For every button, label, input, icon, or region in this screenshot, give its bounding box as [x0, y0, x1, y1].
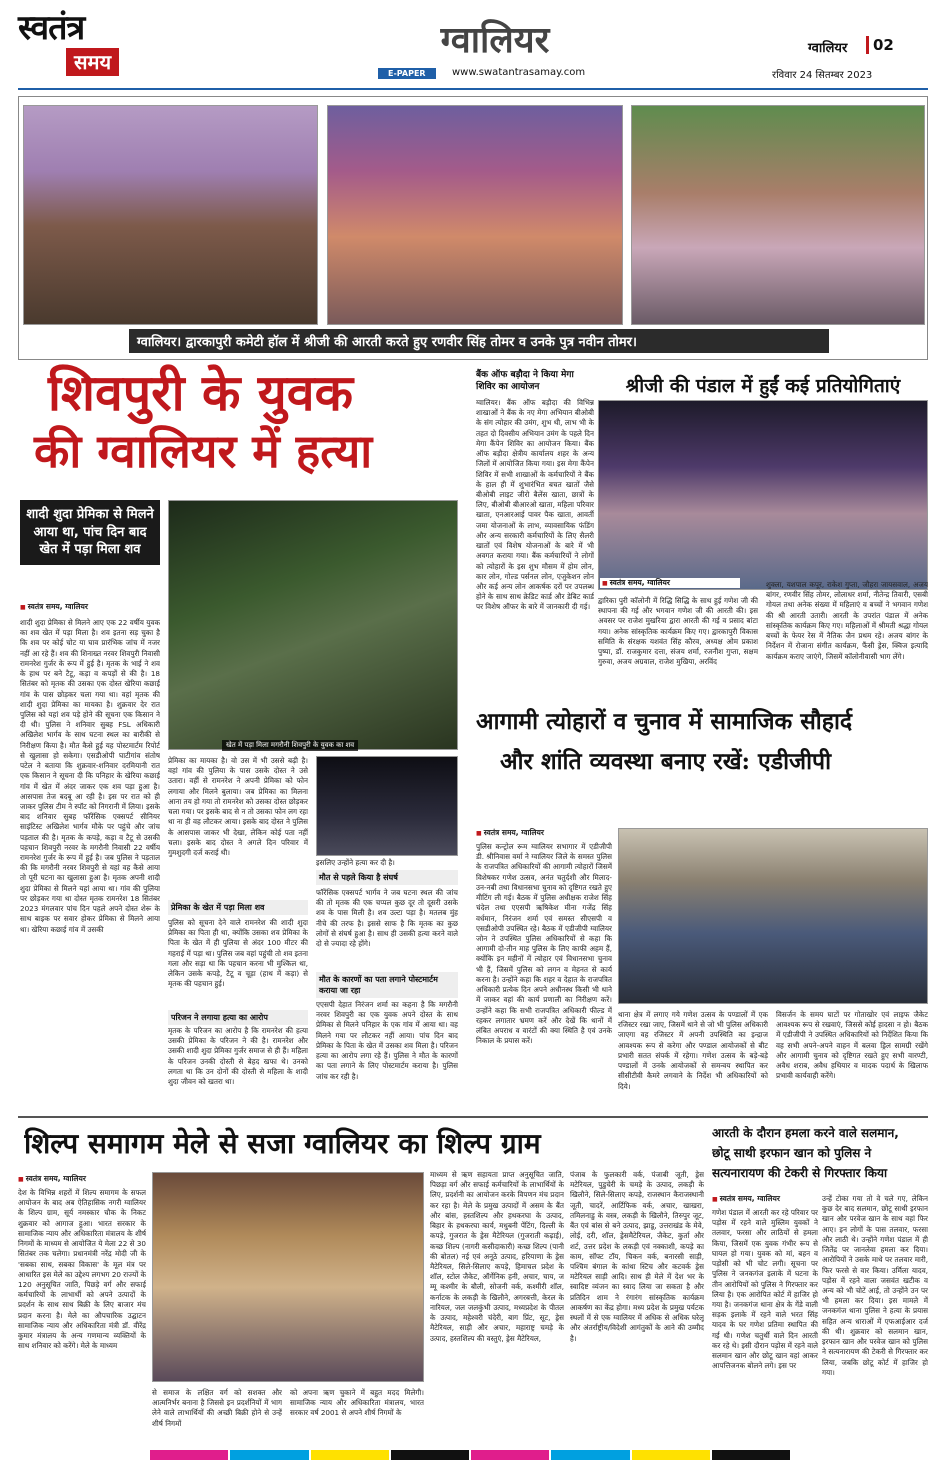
adgp-body-col2: थाना क्षेत्र में लगाए गये गणेश उत्सव के पण्डालों में एक रजिस्टर रखा जाए, जिसमें थाने से जो भी पुलिस अधिकारी जाएगा वह रजिस्टर में अपनी उपस्थिति का इन्द्राज आवश्यक रूप से करेगा और पण्डाल आयोजकों से बीट प्रभारी सतत संपर्क में रहेगा। गणेश उत्सव के बड़े-बड़े पण्डालों में उनके आयोजकों से समन्वय स्थापित कर सीसीटीवी कैमरे लगवाने के निर्देश भी अधिकारियों को दिये। [618, 1010, 768, 1091]
date: रविवार 24 सितम्बर 2023 [772, 70, 873, 81]
register-mark-icon [150, 1450, 228, 1460]
murder-sub-death: मौत से पहले किया है संघर्ष [316, 870, 458, 885]
craft-byline: ■ स्वतंत्र समय, ग्वालियर [18, 1174, 146, 1184]
adgp-photo [618, 828, 928, 1004]
register-mark-icon [632, 1450, 710, 1460]
murder-body-col3b: एएसपी देहात निरंजन शर्मा का कहना है कि मगरौनी नरवर शिवपुरी का एक युवक अपने दोस्त के साथ प्रेमिका से मिलने पनिहार के एक गांव में आया था। वह मिलने गया पर लौटकर नहीं आया। पांच दिन बाद प्रेमिका के पिता के खेत में उसका शव मिला है। परिजन हत्या का आरोप लगा रहे हैं। पुलिस ने मौत के कारणों का पता लगाने के लिए पोस्टमार्टम कराया है। पुलिस जांच कर रही है। [316, 1000, 458, 1081]
murder-byline: ■ स्वतंत्र समय, ग्वालियर [20, 602, 160, 612]
arrest-byline: ■ स्वतंत्र समय, ग्वालियर [712, 1194, 818, 1204]
murder-body-col2b: पुलिस को सूचना देने वाले रामनरेश की शादी शुदा प्रेमिका का पिता ही था, क्योंकि उसका शव प्रेमिका के पिता के खेत में ही पुलिया से अंदर 100 मीटर की गहराई में पड़ा था। पुलिस जब वहां पहुंची तो शव इतना गला और सड़ा था कि पहचान करना भी मुश्किल था, लेकिन उसके कपड़े, टैटू व चूड़ा (हाथ में कड़ा) से मृतक की पहचान हुई। [168, 918, 308, 989]
murder-small-photo-caption: इसलिए उन्होंने हत्या कर दी है। [316, 858, 395, 867]
banner-photo-1 [23, 105, 318, 325]
top-banner [18, 96, 928, 360]
arrest-body-col1: गणेश पंडाल में आरती कर रहे परिवार पर पड़ोस में रहने वाले मुस्लिम युवकों ने तलवार, फरसा और लाठियों से हमला किया, जिसमें एक युवक गंभीर रूप से घायल हो गया। युवक को मां, बहन व पड़ोसी को भी चोट लगी। सूचना पर पुलिस ने जनकगंज इलाके में घटना के तीन आरोपियों को पुलिस ने गिरफ्तार कर लिया है। एक आरोपित कोर्ट में हाजिर हो गया है। जनकगंज थाना क्षेत्र के गेंडे वाली सड़क इलाके में रहने वाले भरत सिंह यादव के घर गणेश प्रतिमा स्थापित की गई थी। गणेश चतुर्थी वाले दिन आरती कर रहे थे। इसी दौरान पड़ोस में रहने वाले सलमान खान और छोटू खान वहां आकर आपत्तिजनक बोलने लगे। इस पर [712, 1208, 818, 1371]
section-title: ग्वालियर [440, 19, 550, 61]
murder-headline-line1: शिवपुरी के युवक [48, 363, 353, 422]
section-divider [18, 1116, 928, 1118]
epaper-label: E-PAPER [378, 68, 436, 79]
murder-body-col1: शादी शुदा प्रेमिका से मिलने आए एक 22 वर्षीय युवक का शव खेत में पड़ा मिला है। शव इतना सड़ चुका है कि शव पर कोई चोट या घाव प्रारंभिक जांच में नजर नहीं आ रहे हैं। शव की शिनाख्त नरवर शिवपुरी निवासी रामनरेश गुर्जर के रूप में हुई है। मृतक के भाई ने शव के हाथ पर बने टैटू, कड़ा व कपड़ों से की है। 18 सितंबर को मृतक की उसका एक दोस्त खेरिया कछाई गांव के पास छोड़कर चला गया था। वहां मृतक की शादी शुदा प्रेमिका का मायका है। शुक्रवार देर रात पुलिस को यहां शव पड़े होने की सूचना एक किसान ने दी थी। पुलिस ने शनिवार सुबह FSL अधिकारी अखिलेश भार्गव के साथ घटना स्थल का बारीकी से निरीक्षण किया है। मौत कैसे हुई यह पोस्टमार्टम रिपोर्ट से खुलासा हो सकेगा। एसडीओपी घाटीगांव संतोष पटेल ने बताया कि शुक्रवार-शनिवार दरमियानी रात एक किसान ने सूचना दी कि पनिहार के खेरिया कछाई गांव में खेत में अंदर जाकर एक शव पड़ा हुआ है। आसपास तेज बदबू आ रही है। इस पर रात को ही जाकर पुलिस टीम ने स्पॉट को निगरानी में लिया। इसके बाद शनिवार सुबह फॉरेंसिक एक्सपर्ट सीनियर साइंटिस्ट अखिलेश भार्गव मौके पर पहुंचे और जांच पड़ताल की है। मृतक के कपड़े, कड़ा व टैटू से उसकी पहचान शिवपुरी नरवर के मगरौनी निवासी 22 वर्षीय रामनरेश गुर्जर के रूप में हुई है। जब पुलिस ने पड़ताल की कि मगरौनी नरवर शिवपुरी से यहां वह कैसे आया तो पूरी घटना का खुलासा हुआ है। मृतक अपनी शादी शुदा प्रेमिका से मिलने यहां आया था। गांव की पुलिया पर छोड़कर गया था दोस्त मृतक रामनरेश 18 सितंबर 2023 मंगलवार पांच दिन पहले अपने दोस्त शेरू के साथ बाइक पर सवार होकर प्रेमिका से मिलने आया था। खेरिया कछाई गांव में उसकी [20, 618, 160, 934]
craft-body-col2: से समाज के लक्षित वर्ग को सशक्त और आत्मनिर्भर बनाना है जिससे इन प्रदर्शनियों में भाग लेने वाले लाभार्थियों की अच्छी बिक्री होने से उन्हें शीर्ष निगमों [152, 1388, 282, 1428]
murder-photo-caption: खेत में पड़ा मिला मगरौनी शिवपुरी के युवक का शव [222, 740, 358, 751]
competition-body-right: शुक्ला, यशपाल कपूर, राकेश गुप्ता, जौहरा जायसवाल, अजय बांगर, रणवीर सिंह तोमर, लोलाधर शर्मा, नीतेन्द्र तिवारी, एसबी गोयल तथा अनेक संख्या में महिलाएं व बच्चों ने भगवान गणेश की श्री आरती उतारी। आरती के उपरांत पंडाल में अनेक सांस्कृतिक कार्यक्रम किए गए। महिलाओं में श्रीमती श्रद्धा गोयल बच्चों के फेयर रेस में नैतिक जैन प्रथम रहे। अजय बांगर के निर्देशन में रोजाना संगीत कार्यक्रम, फैंसी ड्रेस, क्विज इत्यादि कार्यक्रम कराए जाएंगे, जिसमें कॉलोनीवासी भाग लेंगे। [766, 580, 928, 661]
competition-headline: श्रीजी की पंडाल में हुईं कई प्रतियोगिताएं [625, 375, 901, 397]
craft-body-col5: पंजाब के फुलकारी वर्क, पंजाबी जूती, ड्रेस मटेरियल, पुडुचेरी के चमड़े के उत्पाद, लकड़ी के खिलौने, सिले-सिलाए कपड़े, राजस्थान कैराजस्थानी जूती, चादरें, आर्टिफिक वर्क, अचार, खाखरा, तमिलनाडु के वस्त्र, लकड़ी के खिलौने, तिरुपुर जूट, बैंत एवं बांस से बने उत्पाद, झाडू, उत्तराखंड के मेवे, लोई, दरी, शॉल, ड्रेसमैटेरियल, जैकेट, कुर्ता और शर्ट, उत्तर प्रदेश के लकड़ी एवं नक्काशी, कपड़े का काम, सॉफ्ट टॉय, चिकन वर्क, बनारसी साड़ी, पश्चिम बंगाल के कांथा स्टिच और कटवर्क ड्रेस मटेरियल साड़ी आदि। साथ ही मेले में देश भर के स्वादिष्ट व्यंजन का स्वाद लिया जा सकता है और प्रतिदिन शाम ने रंगारंग सांस्कृतिक कार्यक्रम आकर्षण का केंद्र होगा। मध्य प्रदेश के प्रमुख पर्यटक स्थलों में से एक ग्वालियर में अधिक से अधिक घरेलू और अंतर्राष्ट्रीय/विदेशी आगंतुकों के आने की उम्मीद है। [570, 1170, 704, 1343]
arrest-headline-line1: आरती के दौरान हमला करने वाले सलमान, [712, 1126, 899, 1140]
banner-caption: ग्वालियर। द्वारकापुरी कमेटी हॉल में श्रीजी की आरती करते हुए रणवीर सिंह तोमर व उनके पुत्र नवीन तोमर। [129, 329, 829, 353]
footer-register-bar [150, 1450, 790, 1460]
competition-photo [598, 400, 928, 590]
logo-line2: समय [66, 48, 119, 76]
murder-main-photo [168, 500, 458, 750]
adgp-headline-line2: और शांति व्यवस्था बनाए रखें: एडीजीपी [500, 748, 832, 775]
logo-line1: स्वतंत्र [18, 8, 85, 48]
murder-deck: शादी शुदा प्रेमिका से मिलने आया था, पांच दिन बाद खेत में पड़ा मिला शव [20, 500, 160, 565]
banner-photo-2 [327, 105, 623, 325]
craft-body-col4: माध्यम से ऋण सहायता प्राप्त अनुसूचित जाति, पिछड़ा वर्ग और सफाई कर्मचारियों के लाभार्थियों के लिए, प्रदर्शनी का आयोजन करके विपणन मंच प्रदान कर रहा है। मेले के प्रमुख उत्पादों में असम के बैंत और बांस, हस्तशिल्प और हथकरघा के उत्पाद, बिहार के हथकरघा कार्य, मधुबनी पेंटिंग, दिल्ली के कपड़े, गुजरात के ड्रेस मैटेरियल (गुजराती कढ़ाई), कच्छ शिल्प (नागरी कसीदाकारी) कच्छ शिल्प (पानी की बोतल) नई एवं अनूठे उत्पाद, हरियाणा के ड्रेस मैटेरियल, सिले-सिलाए कपड़े, हिमाचल प्रदेश के शॉल, स्टोल जैकेट, ऑर्गेनिक हनी, अचार, चाय, ज म्मू कश्मीर के बौली, सोजनी वर्क, कश्मीरी शॉल, कर्नाटक के लकड़ी के खिलौने, अगरबत्ती, केरल के नारियल, जल जलकुंभी उत्पाद, मध्यप्रदेश के पीतल के उत्पाद, महेश्वरी चंदेरी, बाग प्रिंट, सूट, ड्रेस मैटेरियल, साड़ी और अचार, महाराष्ट्र चमड़े के उत्पाद, हस्तशिल्प की वस्तुएं, ड्रेस मैटेरियल, [430, 1170, 564, 1343]
murder-sub-postmortem: मौत के कारणों का पता लगाने पोस्टमार्टम कराया जा रहा [316, 972, 458, 998]
adgp-byline: ■ स्वतंत्र समय, ग्वालियर [476, 828, 616, 838]
adgp-headline-line1: आगामी त्योहारों व चुनाव में सामाजिक सौहार्द [476, 708, 853, 735]
adgp-body-col1: पुलिस कन्ट्रोल रूम ग्वालियर सभागार में एडीजीपी डी. श्रीनिवास वर्मा ने ग्वालियर जिले के समस्त पुलिस के राजपत्रित अधिकारियों की आगामी त्योहारों जिसमें विशेषकर गणेश उत्सव, अनंत चतुर्दशी और मिलाद-उन-नबी तथा विधानसभा चुनाव को दृष्टिगत रखते हुए मीटिंग ली गई। बैठक में पुलिस अधीक्षक राजेश सिंह चंदेल तथा एएसपी ऋषिकेश मीना गजेंद्र सिंह वर्धमान, निरंजन शर्मा एवं समस्त सीएसपी व एसडीओपी उपस्थित रहे। बैठक में एडीजीपी ग्वालियर जोन ने उपस्थित पुलिस अधिकारियों से कहा कि आगामी दो-तीन माह पुलिस के लिए काफी अहम हैं, क्योंकि इन महीनों में त्योहार एवं विधानसभा चुनाव भी हैं, जिसमें पुलिस को लगन व मेहनत से कार्य करना है। उन्होंने कहा कि शहर व देहात के राजपत्रित अधिकारी प्रत्येक दिन अपने अधीनस्थ किसी भी थाने में जाकर वहां की कार्य प्रणाली का निरीक्षण करें। उन्होंने कहा कि सभी राजपत्रित अधिकारी फील्ड में रहकर लगातार भ्रमण करें और देखें कि थानों में लंबित अपराध व वारंटों की क्या स्थिति है एवं उनके निकाल के प्रयास करें। [476, 842, 612, 1046]
craft-headline: शिल्प समागम मेले से सजा ग्वालियर का शिल्प ग्राम [24, 1127, 541, 1160]
murder-sub-family: परिजन ने लगाया हत्या का आरोप [168, 1010, 308, 1025]
masthead [0, 0, 945, 90]
banner-photo-3 [631, 105, 925, 325]
competition-body-left: द्वारिका पुरी कॉलोनी में रिद्धि सिद्धि के साथ हुई गणेश जी की स्थापना की गई और भगवान गणेश जी की आरती की। इस अवसर पर राजेश मुखरिया द्वारा आरती की गई व प्रसाद बांटा गया। अनेक सांस्कृतिक कार्यक्रम किए गए। द्वारकापुरी विकास समिति के संरक्षक यशवंत सिंह कौरव, अध्यक्ष ओम प्रकाश पुष्पा, डॉ. राजकुमार दत्ता, संजय शर्मा, रजनीश गुप्ता, सक्षम गुरुवा, अजय अग्रवाल, राजेश मुखिया, अरविंद [598, 596, 758, 667]
murder-headline-line2: की ग्वालियर में हत्या [34, 424, 373, 478]
edition-label: ग्वालियर [808, 41, 848, 56]
bank-headline: बैंक ऑफ बड़ौदा ने किया मेगा शिविर का आयोजन [476, 370, 574, 392]
craft-photo [152, 1172, 424, 1382]
arrest-body-col2: उन्हें टोका गया तो वे चले गए, लेकिन कुछ देर बाद सलमान, छोटू साथी इरफान खान और परवेज खान के साथ वहां फिर आए। इन लोगों के पास तलवार, फरसा और लाठी थे। उन्होंने गणेश पंडाल में ही जितेंद्र पर जानलेवा हमला कर दिया। आरोपियों ने उसके माथे पर तलवार मारी, फिर फरसे से वार किया। उर्मिला यादव, पड़ोस में रहने वाला जसवंत खटीक व अन्य को भी चोटें आई, तो उन्होंने उन पर भी हमला कर दिया। इस मामले में जनकगंज थाना पुलिस ने हत्या के प्रयास सहित अन्य धाराओं में एफआईआर दर्ज की थी। शुक्रवार को सलमान खान, इरफान खान और परवेज खान को पुलिस ने सत्यनारायण की टेकरी से गिरफ्तार कर लिया, जबकि छोटू कोर्ट में हाजिर हो गया। [822, 1194, 928, 1377]
adgp-body-col3: विसर्जन के समय घाटों पर गोताखोर एवं लाइफ जैकेट आवश्यक रूप से रखवाएं, जिससे कोई हादसा न हो। बैठक में एडीजीपी ने उपस्थित अधिकारियों को निर्देशित किया कि वह सभी अपने-अपने वाहन में बलवा ड्रिल सामग्री रखेंगे और आगामी चुनाव को दृष्टिगत रखते हुए सभी वारण्टी, अवैध शराब, अवैध हथियार व मादक पदार्थ के खिलाफ प्रभावी कार्यवाही करेंगे। [776, 1010, 928, 1081]
craft-body-col1: देश के विभिन्न शहरों में शिल्प समागम के सफल आयोजन के बाद अब ऐतिहासिक नगरी ग्वालियर के शिल्प ग्राम, सूर्य नमस्कार चौक के निकट शुक्रवार को आगाज हुआ। भारत सरकार के सामाजिक न्याय और अधिकारिता मंत्रालय के शीर्ष निगमों के माध्यम से आयोजित ये मेला 22 से 30 सितंबर तक चलेगा। प्रधानमंत्री नरेंद्र मोदी जी के 'सबका साथ, सबका विकास' के मूल मंत्र पर आधारित इस मेले का उद्देश्य लगभग 20 राज्यों के 120 अनुसूचित जाति, पिछड़े वर्ग और सफाई कर्मचारियों के लाभार्थी को अपने उत्पादों के प्रदर्शन के साथ साथ बिक्री के लिए बाजार मंच प्रदान करना है। मेले का औपचारिक उद्घाटन सामाजिक न्याय और अधिकारिता मंत्री डॉ. वीरेंद्र कुमार मंत्रालय के अन्य गणमान्य व्यक्तियों के साथ शनिवार को करेंगे। मेले के माध्यम [18, 1188, 146, 1351]
craft-body-col3: को अपना ऋण चुकाने में बहुत मदद मिलेगी। सामाजिक न्याय और अधिकारिता मंत्रालय, भारत सरकार वर्ष 2001 से अपने शीर्ष निगमों के [290, 1388, 424, 1418]
page-number: 02 [866, 36, 894, 54]
register-mark-icon [311, 1450, 389, 1460]
register-mark-icon [230, 1450, 308, 1460]
masthead-divider [18, 88, 928, 90]
register-mark-icon [551, 1450, 629, 1460]
register-mark-icon [712, 1450, 790, 1460]
website[interactable]: www.swatantrasamay.com [452, 67, 586, 78]
murder-sub-field: प्रेमिका के खेत में पड़ा मिला शव [168, 900, 308, 915]
register-mark-icon [471, 1450, 549, 1460]
competition-byline: ■ स्वतंत्र समय, ग्वालियर [600, 578, 740, 588]
murder-body-col2a: प्रेमिका का मायका है। वो उस में भी उससे बढ़ी है। वहां गांव की पुलिया के पास उसके दोस्त ने उसे उतारा। वहीं से रामनरेश ने अपनी प्रेमिका को फोन लगाया और मिलने बुलाया। जब प्रेमिका का मिलना आना तय हो गया तो रामनरेश को उसका दोस्त छोड़कर चला गया। पर इसके बाद से न तो उसका फोन लग रहा था ना ही वह लौटकर आया। इसके बाद दोस्त ने पुलिस के आसपास जाकर भी देखा, लेकिन कोई पता नहीं चला। इसके बाद दोस्त ने अगले दिन परिवार में गुमशुदगी दर्ज कराई थी। [168, 756, 308, 857]
arrest-headline-line3: सत्यनारायण की टेकरी से गिरफ्तार किया [712, 1166, 888, 1180]
arrest-headline-line2: छोटू साथी इरफान खान को पुलिस ने [712, 1146, 872, 1160]
murder-body-col3a: फॉरेंसिक एक्सपर्ट भार्गव ने जब घटना स्थल की जांच की तो मृतक की एक चप्पल कुछ दूर तो दूसरी उसके शव के पास मिली है। शव उल्टा पड़ा है। मतलब मुंह नीचे की तरफ है। इससे साफ है कि मृतक का कुछ लोगों से संघर्ष हुआ है। साथ ही उसकी हत्या करने वाले दो से ज्यादा रहे होंगे। [316, 888, 458, 949]
register-mark-icon [391, 1450, 469, 1460]
bank-body: ग्वालियर। बैंक ऑफ बड़ौदा की विभिन्न शाखाओं ने बैंक के नए मेगा अभियान बीओबी के संग त्योहार की उमंग, शुभ थी, लाभ भी के तहत दो दिवसीय अभियान उमंग के पहले दिन मेगा कैंपेन शिविर का आयोजन किया। बैंक ऑफ बड़ौदा क्षेत्रीय कार्यालय शहर के अन्य जिलों में आयोजित किया गया। इस मेगा कैंपेन शिविर में सभी शाखाओं के कर्मचारियों ने बैंक के हाल ही में शुभारंभित बचत खातों जैसे बीओबी लाइट जीरो बैलेंस खाता, छात्रों के लिए, बीओबी बीआरओ खाता, महिला परिवार खाता, एनआरआई पावर पैक खाता, आवर्ती जमा योजनाओं के लाभ, व्यावसायिक फंडिंग और अन्य सरकारी कर्मचारियों के लिए सैलरी खातों एवं विशेष योजनाओं के बारे में भी अवगत कराया गया। बैंक कर्मचारियों ने लोगों को त्योहारों के इस शुभ मौसम में होम लोन, कार लोन, गोल्ड पर्सनल लोन, एजुकेशन लोन और कई अन्य लोन आकर्षक दरों पर उपलब्ध होने के साथ साथ क्रेडिट कार्ड और डेबिट कार्ड पर विशेष ऑफर के बारे में जानकारी दी गई। [476, 398, 594, 612]
logo [18, 8, 138, 82]
murder-body-col2c: मृतक के परिजन का आरोप है कि रामनरेश की हत्या उसकी प्रेमिका के परिजन ने की है। रामनरेश और उसकी शादी शुदा प्रेमिका गुर्जर समाज से ही हैं। महिला के परिजन उनकी दोस्ती से बेहद खफा थे। उनको लगता था कि उन दोनों की दोस्ती से महिला के शादी शुदा जीवन को खतरा था। [168, 1026, 308, 1086]
murder-small-photo [316, 756, 458, 856]
